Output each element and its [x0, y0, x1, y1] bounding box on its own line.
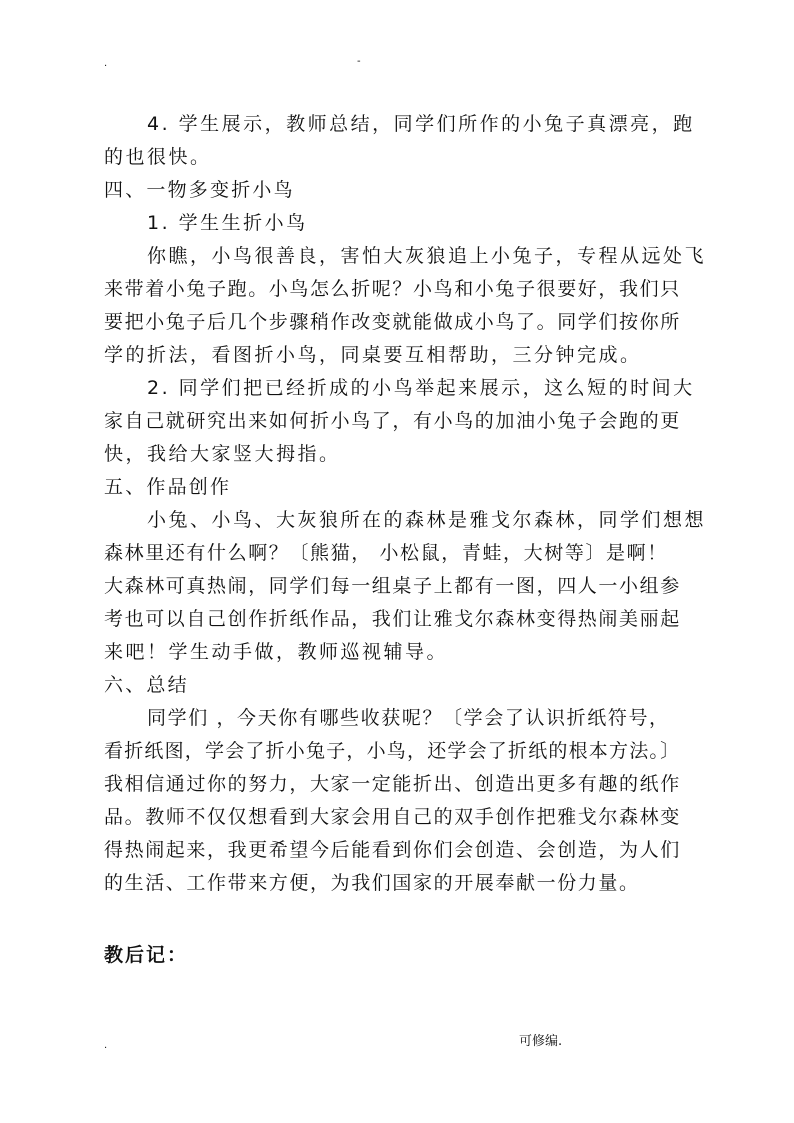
section-heading-6: 六、总结: [104, 674, 189, 696]
paragraph-line: 看折纸图，学会了折小兔子，小鸟，还学会了折纸的根本方法。〕: [104, 740, 681, 762]
paragraph-line: 大森林可真热闹，同学们每一组桌子上都有一图，四人一小组参: [104, 575, 681, 597]
paragraph-line: 得热闹起来，我更希望今后能看到你们会创造、会创造，为人们: [104, 839, 681, 861]
paragraph-line: 来带着小兔子跑。小鸟怎么折呢？小鸟和小兔子很要好，我们只: [104, 278, 681, 300]
paragraph-line: 2. 同学们把已经折成的小鸟举起来展示，这么短的时间大: [147, 377, 695, 399]
footer-dot: .: [104, 1040, 108, 1051]
subsection-heading: 1. 学生生折小鸟: [147, 212, 308, 234]
paragraph-line: 要把小兔子后几个步骤稍作改变就能做成小鸟了。同学们按你所: [104, 311, 681, 333]
paragraph-line: 学的折法，看图折小鸟，同桌要互相帮助，三分钟完成。: [104, 344, 642, 366]
paragraph-line: 家自己就研究出来如何折小鸟了，有小鸟的加油小兔子会跑的更: [104, 410, 681, 432]
paragraph-line: 森林里还有什么啊？〔熊猫， 小松鼠，青蛙，大树等〕是啊！: [104, 542, 668, 564]
paragraph-line: 来吧！学生动手做，教师巡视辅导。: [104, 641, 449, 663]
paragraph-line: 4. 学生展示，教师总结，同学们所作的小兔子真漂亮，跑: [147, 113, 695, 135]
header-dash: -: [357, 56, 361, 67]
paragraph-line: 你瞧，小鸟很善良，害怕大灰狼追上小兔子，专程从远处飞: [147, 245, 707, 267]
afterword-label: 教后记：: [104, 944, 189, 966]
section-heading-5: 五、作品创作: [104, 476, 232, 498]
paragraph-line: 同学们 ，今天你有哪些收获呢？〔学会了认识折纸符号，: [147, 707, 670, 729]
section-heading-4: 四、一物多变折小鸟: [104, 179, 295, 201]
paragraph-line: 的生活、工作带来方便，为我们国家的开展奉献一份力量。: [104, 872, 640, 894]
paragraph-line: 快，我给大家竖大拇指。: [104, 443, 341, 465]
footer-editable-note: 可修编.: [519, 1034, 563, 1049]
paragraph-line: 的也很快。: [104, 146, 212, 168]
document-body: [104, 108, 707, 900]
paragraph-line: 考也可以自己创作折纸作品，我们让雅戈尔森林变得热闹美丽起: [104, 608, 681, 630]
paragraph-line: 我相信通过你的努力，大家一定能折出、创造出更多有趣的纸作: [104, 773, 681, 795]
paragraph-line: 小兔、小鸟、大灰狼所在的森林是雅戈尔森林，同学们想想: [147, 509, 707, 531]
paragraph-line: 品。教师不仅仅想看到大家会用自己的双手创作把雅戈尔森林变: [104, 806, 681, 828]
header-dot: .: [104, 58, 108, 69]
